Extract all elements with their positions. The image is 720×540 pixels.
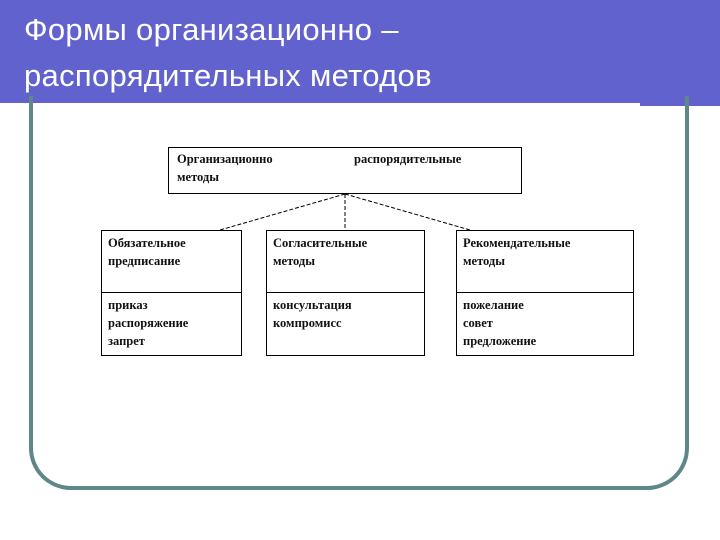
branch-header bbox=[267, 231, 424, 293]
branch-item: пожелание bbox=[463, 298, 524, 312]
branch-heading-line1: Согласительные bbox=[273, 236, 368, 250]
branch-items bbox=[457, 293, 633, 355]
branch-items bbox=[102, 293, 241, 355]
branch-node-mandatory bbox=[101, 230, 242, 356]
root-node-word1: Организационно bbox=[177, 152, 273, 166]
branch-heading-line1: Обязательное bbox=[108, 236, 186, 250]
branch-heading-line2: методы bbox=[463, 254, 506, 268]
branch-item: компромисс bbox=[273, 316, 342, 330]
branch-item: распоряжение bbox=[108, 316, 189, 330]
branch-heading-line2: предписание bbox=[108, 254, 181, 268]
branch-heading-line1: Рекомендательные bbox=[463, 236, 571, 250]
connector-right bbox=[345, 194, 470, 230]
root-node bbox=[168, 147, 522, 194]
branch-items bbox=[267, 293, 424, 355]
branch-item: совет bbox=[463, 316, 493, 330]
branch-item: консультация bbox=[273, 298, 352, 312]
branch-item: запрет bbox=[108, 334, 145, 348]
branch-item: приказ bbox=[108, 298, 148, 312]
slide-title-line2: распорядительных методов bbox=[24, 58, 432, 93]
branch-node-recommendatory bbox=[456, 230, 634, 356]
root-node-word3: методы bbox=[177, 170, 220, 184]
connector-left bbox=[220, 194, 345, 230]
branch-node-conciliatory bbox=[266, 230, 425, 356]
branch-item: предложение bbox=[463, 334, 537, 348]
branch-header bbox=[457, 231, 633, 293]
branch-heading-line2: методы bbox=[273, 254, 316, 268]
slide-title-line1: Формы организационно – bbox=[24, 12, 399, 47]
branch-header bbox=[102, 231, 241, 293]
root-node-word2: распорядительные bbox=[354, 152, 462, 166]
